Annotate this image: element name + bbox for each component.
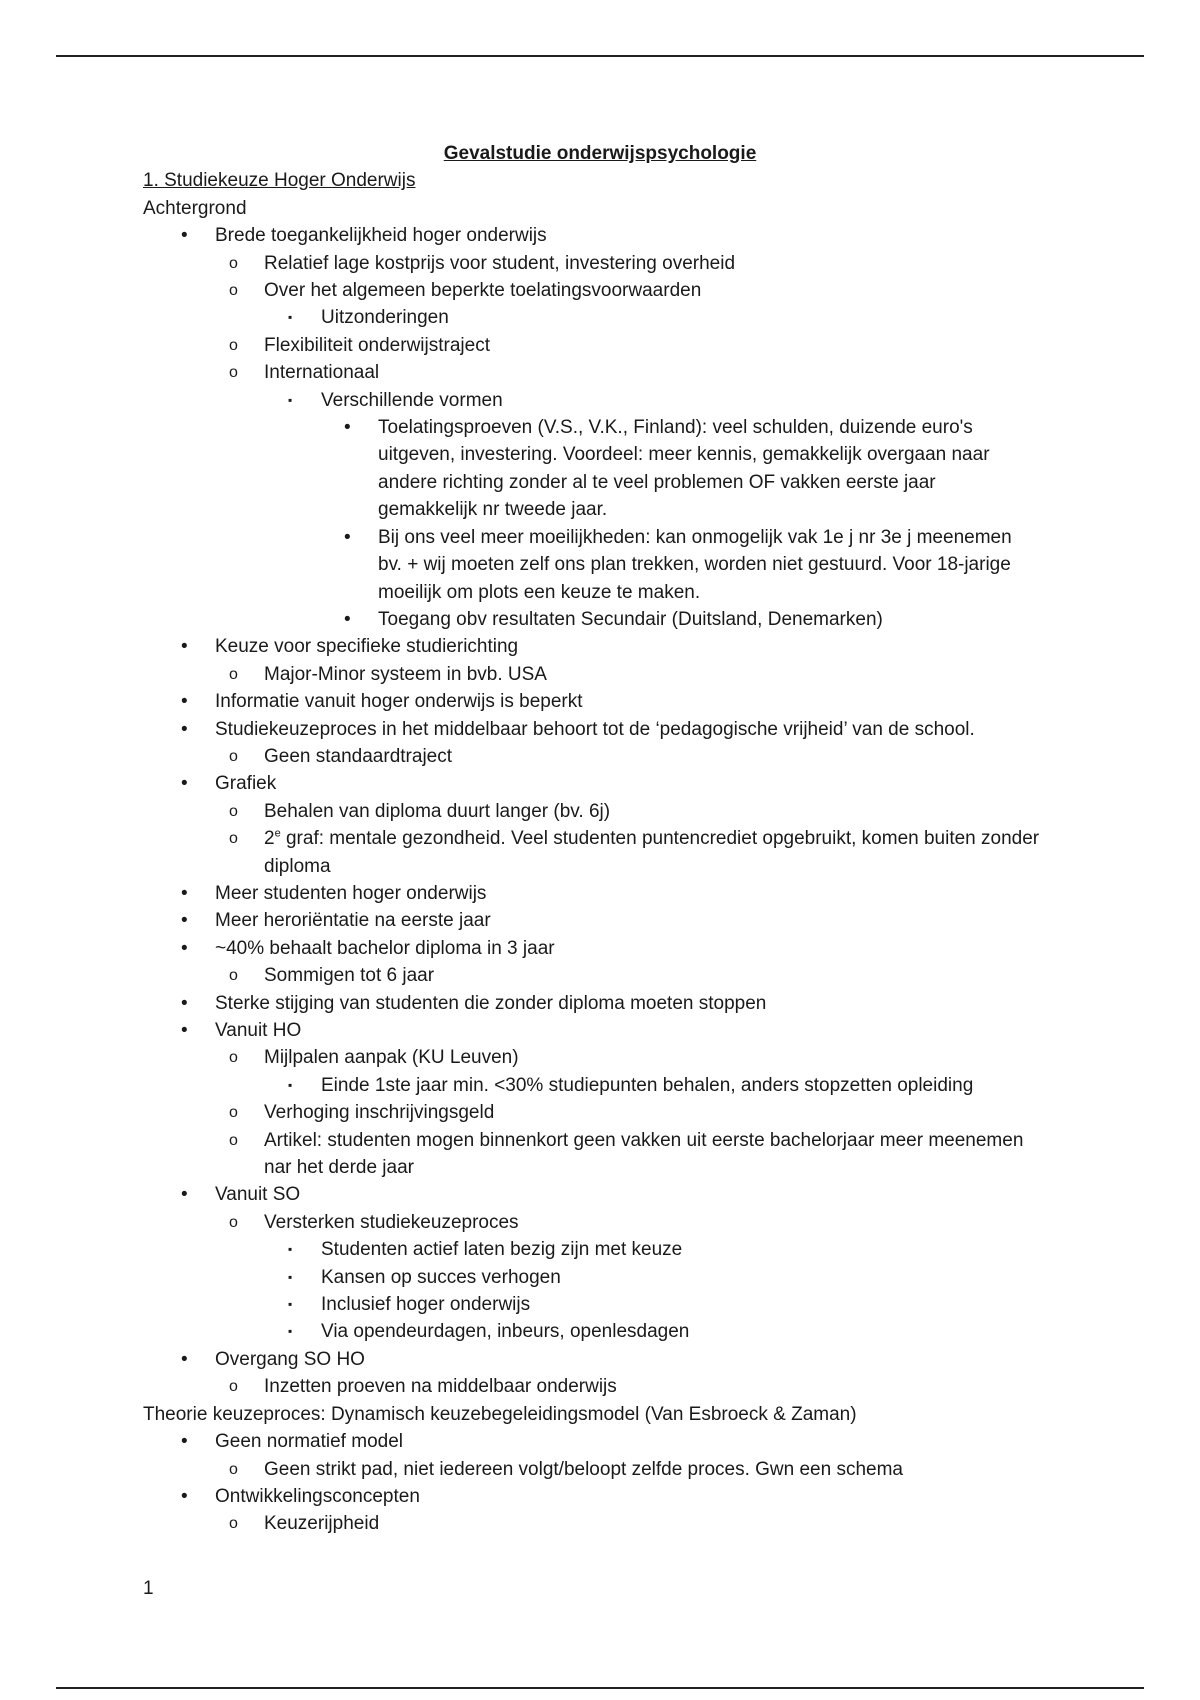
circle-bullet-icon: o	[229, 747, 238, 765]
disc-bullet-icon: •	[181, 1020, 188, 1041]
list-item: ▪ Inclusief hoger onderwijs	[0, 1291, 1200, 1318]
disc-bullet-icon: •	[181, 225, 188, 247]
circle-bullet-icon: o	[229, 1213, 238, 1231]
list-item: • Vanuit SO	[0, 1181, 1200, 1208]
circle-bullet-icon: o	[229, 336, 238, 354]
disc-bullet-icon: •	[181, 691, 188, 713]
header-rule	[56, 55, 1144, 57]
subheading-theory: Theorie keuzeproces: Dynamisch keuzebegeleidingsmodel (Van Esbroeck & Zaman)	[143, 1403, 857, 1425]
list-item: o Flexibiliteit onderwijstraject	[0, 332, 1200, 359]
disc-bullet-icon: •	[344, 608, 351, 630]
list-item: • Sterke stijging van studenten die zonder diploma moeten stoppen	[0, 990, 1200, 1017]
list-item: o Over het algemeen beperkte toelatingsvoorwaarden	[0, 277, 1200, 304]
square-bullet-icon: ▪	[288, 1269, 293, 1284]
disc-bullet-icon: •	[181, 937, 188, 959]
list-item: o Geen standaardtraject	[0, 743, 1200, 770]
list-item: • Keuze voor specifieke studierichting	[0, 633, 1200, 660]
circle-bullet-icon: o	[229, 1378, 238, 1396]
footer-rule	[56, 1687, 1144, 1689]
list-item: • Studiekeuzeproces in het middelbaar behoort tot de ‘pedagogische vrijheid’ van de school.	[0, 716, 1200, 743]
list-item: ▪ Kansen op succes verhogen	[0, 1264, 1200, 1291]
disc-bullet-icon: •	[344, 417, 351, 439]
disc-bullet-icon: •	[181, 992, 188, 1014]
list-item: • Informatie vanuit hoger onderwijs is beperkt	[0, 688, 1200, 715]
circle-bullet-icon: o	[229, 282, 238, 300]
list-item: • Overgang SO HO	[0, 1346, 1200, 1373]
list-item: o Versterken studiekeuzeproces	[0, 1209, 1200, 1236]
circle-bullet-icon: o	[229, 665, 238, 683]
section-heading: 1. Studiekeuze Hoger Onderwijs	[143, 170, 416, 192]
list-item: o Geen strikt pad, niet iedereen volgt/beloopt zelfde proces. Gwn een schema	[0, 1456, 1200, 1483]
list-item: o Sommigen tot 6 jaar	[0, 962, 1200, 989]
list-item: o 2e graf: mentale gezondheid. Veel studenten puntencrediet opgebruikt, komen buiten zonder diploma	[0, 825, 1044, 880]
list-item: • Ontwikkelingsconcepten	[0, 1483, 1200, 1510]
list-item: • Geen normatief model	[0, 1428, 1200, 1455]
list-item: • Brede toegankelijkheid hoger onderwijs	[0, 222, 1200, 249]
list-item: • Meer studenten hoger onderwijs	[0, 880, 1200, 907]
subheading-background: Achtergrond	[143, 197, 247, 219]
list-item: o Inzetten proeven na middelbaar onderwijs	[0, 1373, 1200, 1400]
disc-bullet-icon: •	[181, 1184, 188, 1206]
list-item: o Relatief lage kostprijs voor student, investering overheid	[0, 250, 1200, 277]
list-item: o Internationaal	[0, 359, 1200, 386]
list-item: • Bij ons veel meer moeilijkheden: kan onmogelijk vak 1e j nr 3e j meenemen bv. + wij moeten zelf ons plan trekken, worden niet gestuurd. Voor 18-jarige moeilijk om plots een keuze te maken.	[0, 524, 1038, 606]
circle-bullet-icon: o	[229, 1049, 238, 1067]
disc-bullet-icon: •	[181, 718, 188, 740]
circle-bullet-icon: o	[229, 967, 238, 985]
list-item: o Mijlpalen aanpak (KU Leuven)	[0, 1044, 1200, 1071]
circle-bullet-icon: o	[229, 1460, 238, 1478]
list-item: • Meer heroriëntatie na eerste jaar	[0, 907, 1200, 934]
list-item: ▪ Uitzonderingen	[0, 304, 1200, 331]
square-bullet-icon: ▪	[288, 1242, 293, 1257]
disc-bullet-icon: •	[181, 1431, 188, 1453]
circle-bullet-icon: o	[229, 802, 238, 820]
square-bullet-icon: ▪	[288, 1297, 293, 1312]
list-item: • Toegang obv resultaten Secundair (Duitsland, Denemarken)	[0, 606, 1200, 633]
list-item: ▪ Studenten actief laten bezig zijn met keuze	[0, 1236, 1200, 1263]
list-item: ▪ Via opendeurdagen, inbeurs, openlesdagen	[0, 1318, 1200, 1345]
disc-bullet-icon: •	[181, 1348, 188, 1370]
circle-bullet-icon: o	[229, 830, 238, 848]
circle-bullet-icon: o	[229, 1131, 238, 1149]
document-body	[0, 140, 1200, 1538]
list-item: o Behalen van diploma duurt langer (bv. 6j)	[0, 798, 1200, 825]
list-item: ▪ Einde 1ste jaar min. <30% studiepunten behalen, anders stopzetten opleiding	[0, 1072, 1200, 1099]
square-bullet-icon: ▪	[288, 1324, 293, 1339]
list-item: o Major-Minor systeem in bvb. USA	[0, 661, 1200, 688]
square-bullet-icon: ▪	[288, 310, 293, 325]
square-bullet-icon: ▪	[288, 1077, 293, 1092]
list-item: ▪ Verschillende vormen	[0, 387, 1200, 414]
disc-bullet-icon: •	[181, 636, 188, 658]
list-item: • ~40% behaalt bachelor diploma in 3 jaar	[0, 935, 1200, 962]
list-item: o Verhoging inschrijvingsgeld	[0, 1099, 1200, 1126]
document-title: Gevalstudie onderwijspsychologie	[443, 143, 757, 164]
disc-bullet-icon: •	[181, 882, 188, 904]
circle-bullet-icon: o	[229, 254, 238, 272]
list-item: • Toelatingsproeven (V.S., V.K., Finland): veel schulden, duizende euro's uitgeven, investering. Voordeel: meer kennis, gemakkelijk overgaan naar andere richting zonder al te veel problemen OF vakken eerste jaar gemakkelijk nr tweede jaar.	[0, 414, 1038, 524]
disc-bullet-icon: •	[181, 1485, 188, 1507]
page-number: 1	[143, 1578, 154, 1599]
disc-bullet-icon: •	[181, 910, 188, 932]
list-item: o Artikel: studenten mogen binnenkort geen vakken uit eerste bachelorjaar meer meenemen nar het derde jaar	[0, 1127, 1044, 1182]
list-item: • Grafiek	[0, 770, 1200, 797]
circle-bullet-icon: o	[229, 364, 238, 382]
list-item: o Keuzerijpheid	[0, 1510, 1200, 1537]
disc-bullet-icon: •	[344, 526, 351, 548]
disc-bullet-icon: •	[181, 773, 188, 795]
circle-bullet-icon: o	[229, 1515, 238, 1533]
square-bullet-icon: ▪	[288, 392, 293, 407]
circle-bullet-icon: o	[229, 1104, 238, 1122]
list-item: • Vanuit HO	[0, 1017, 1200, 1044]
